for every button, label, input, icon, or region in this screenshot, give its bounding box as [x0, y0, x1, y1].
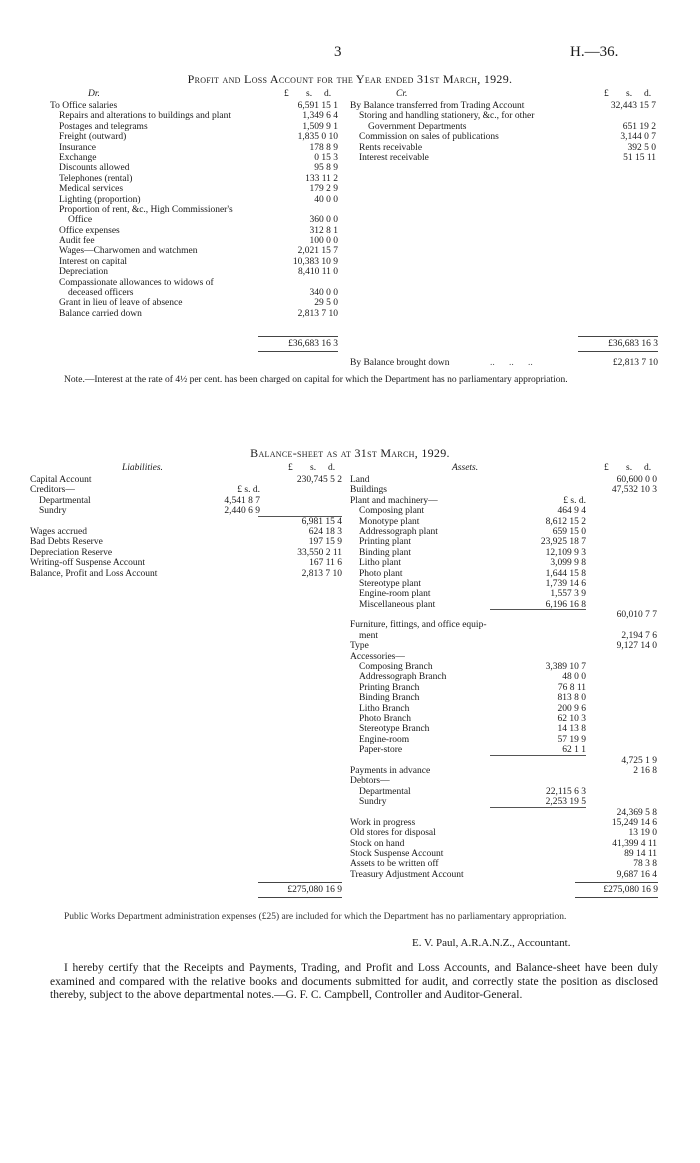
line-amount: 392 5 0: [627, 142, 656, 153]
line-label: Composing plant: [359, 506, 425, 517]
bs-asset-row: [350, 776, 657, 786]
line-label: Medical services: [59, 184, 124, 195]
pl-debit-row: [50, 153, 340, 163]
line-label: Land: [350, 475, 370, 485]
line-amount: 15,249 14 6: [611, 817, 657, 828]
line-amount: 10,383 10 9: [292, 256, 338, 267]
line-amount: 89 14 11: [624, 849, 657, 860]
bs-asset-row: [350, 704, 657, 714]
line-subamount: 6,196 16 8: [545, 599, 586, 610]
line-label: Binding Branch: [359, 693, 420, 704]
line-subamount: £ s. d.: [237, 485, 260, 496]
line-label: Litho plant: [359, 558, 401, 569]
line-subamount: 2,440 6 9: [224, 506, 260, 517]
line-amount: 2,813 7 10: [297, 308, 338, 319]
bs-asset-row: [350, 537, 657, 547]
shillings-head: s.: [626, 463, 633, 473]
pl-debit-row: [50, 184, 340, 194]
line-label: Stereotype Branch: [359, 724, 430, 735]
line-amount: 312 8 1: [309, 225, 338, 236]
pl-credit-list: [350, 101, 657, 163]
line-label: Addressograph plant: [359, 526, 438, 537]
line-label: Interest on capital: [59, 256, 128, 267]
line-amount: 32,443 15 7: [610, 101, 656, 111]
pl-note: Note.—Interest at the rate of 4½ per cent. has been charged on capital for which the Department has no parliamentary appropriation.: [64, 375, 568, 385]
line-label: Addressograph Branch: [359, 672, 447, 683]
pl-debit-row: [50, 122, 340, 132]
line-label: Proportion of rent, &c., High Commissioner's: [59, 204, 233, 215]
bs-assets-label: Assets.: [452, 463, 479, 473]
pl-credit-row: [350, 153, 657, 163]
line-label: Creditors—: [30, 485, 75, 496]
line-subamount: 4,541 8 7: [224, 495, 260, 506]
line-amount: 78 3 8: [633, 859, 657, 870]
line-subamount: 8,612 15 2: [545, 516, 586, 527]
bs-assets-rule-bottom: [575, 897, 658, 898]
line-label: Old stores for disposal: [350, 828, 436, 839]
pounds-head: £: [604, 89, 609, 99]
pl-debit-row: [50, 163, 340, 173]
pl-debit-row: [50, 288, 340, 298]
line-label: Accessories—: [350, 651, 405, 662]
line-label: Audit fee: [59, 236, 95, 247]
line-label: Grant in lieu of leave of absence: [59, 298, 183, 309]
line-amount: 1,349 6 4: [302, 111, 338, 122]
pl-debit-row: [50, 111, 340, 121]
bs-assets-rule: [575, 882, 658, 883]
line-label: To Office salaries: [50, 101, 118, 111]
line-label: ment: [359, 630, 378, 641]
bs-asset-row: [350, 808, 657, 818]
line-amount: 340 0 0: [309, 288, 338, 299]
line-subamount: 48 0 0: [562, 672, 586, 683]
bs-asset-row: [350, 849, 657, 859]
pounds-head: £: [284, 89, 289, 99]
line-amount: 29 5 0: [314, 298, 338, 309]
bs-asset-row: [350, 859, 657, 869]
line-label: Departmental: [39, 495, 91, 506]
line-label: Interest receivable: [359, 152, 429, 163]
line-subamount: £ s. d.: [563, 495, 586, 506]
pence-head: d.: [324, 89, 332, 99]
pence-head: d.: [328, 463, 336, 473]
line-amount: 100 0 0: [309, 236, 338, 247]
line-label: Compassionate allowances to widows of: [59, 277, 214, 288]
line-amount: 9,127 14 0: [616, 641, 657, 652]
bs-assets-list: [350, 475, 657, 880]
pl-debit-row: [50, 257, 340, 267]
line-subamount: 1,739 14 6: [545, 578, 586, 589]
pl-dr-rule-bottom: [258, 351, 338, 352]
line-subamount: 3,099 9 8: [550, 558, 586, 569]
line-subamount: 464 9 4: [557, 506, 586, 517]
line-label: Plant and machinery—: [350, 495, 438, 506]
bs-asset-row: [350, 506, 657, 516]
line-label: Government Departments: [368, 121, 467, 132]
bs-liability-row: [30, 517, 342, 527]
shillings-head: s.: [626, 89, 633, 99]
bs-liability-row: [30, 569, 342, 579]
bs-assets-total: £275,080 16 9: [603, 885, 658, 895]
line-label: Writing-off Suspense Account: [30, 558, 146, 569]
document-ref: H.—36.: [570, 44, 619, 60]
bs-asset-row: [350, 589, 657, 599]
line-subamount: 3,389 10 7: [545, 662, 586, 673]
pl-debit-list: [50, 101, 340, 319]
line-label: Payments in advance: [350, 765, 431, 776]
line-amount: 624 18 3: [308, 526, 342, 537]
line-subamount: 23,925 18 7: [540, 537, 586, 548]
line-label: Office expenses: [59, 225, 120, 236]
shillings-head: s.: [310, 463, 317, 473]
bs-liab-rule: [258, 882, 342, 883]
line-amount: 41,399 4 11: [612, 838, 657, 849]
pl-dr-label: Dr.: [88, 89, 100, 99]
bs-asset-row: [350, 828, 657, 838]
bs-asset-row: [350, 631, 657, 641]
line-label: Exchange: [59, 152, 97, 163]
bs-asset-row: [350, 558, 657, 568]
bs-asset-row: [350, 641, 657, 651]
line-label: Bad Debts Reserve: [30, 537, 103, 548]
bs-asset-row: [350, 548, 657, 558]
line-amount: 60,010 7 7: [616, 610, 657, 621]
line-subamount: 62 10 3: [557, 713, 586, 724]
line-label: Stock on hand: [350, 838, 405, 849]
bs-asset-row: [350, 839, 657, 849]
line-amount: 24,369 5 8: [616, 807, 657, 818]
bs-title: Balance-sheet as at 31st March, 1929.: [250, 446, 450, 460]
line-amount: 8,410 11 0: [297, 267, 338, 278]
line-label: Litho Branch: [359, 703, 410, 714]
pl-credit-row: [350, 101, 657, 111]
line-label: Sundry: [39, 506, 67, 517]
pl-debit-row: [50, 278, 340, 288]
bs-asset-row: [350, 714, 657, 724]
pl-credit-row: [350, 122, 657, 132]
line-label: Work in progress: [350, 817, 416, 828]
line-amount: 3,144 0 7: [620, 132, 656, 143]
pl-debit-row: [50, 132, 340, 142]
pl-debit-row: [50, 215, 340, 225]
bs-asset-row: [350, 693, 657, 703]
line-label: Storing and handling stationery, &c., for other: [359, 111, 535, 122]
pl-brought-down-amount: £2,813 7 10: [612, 358, 658, 368]
pl-title: Profit and Loss Account for the Year ended 31st March, 1929.: [187, 72, 513, 86]
line-label: Stereotype plant: [359, 578, 421, 589]
line-label: Lighting (proportion): [59, 194, 141, 205]
line-label: Depreciation Reserve: [30, 547, 113, 558]
line-label: Freight (outward): [59, 132, 127, 143]
line-label: Binding plant: [359, 547, 411, 558]
line-amount: 1,509 9 1: [302, 121, 338, 132]
line-subamount: 813 8 0: [557, 693, 586, 704]
line-subamount: 22,115 6 3: [545, 786, 586, 797]
line-amount: 651 19 2: [622, 121, 656, 132]
pl-credit-row: [350, 132, 657, 142]
line-label: Wages accrued: [30, 526, 87, 537]
line-label: Engine-room plant: [359, 589, 431, 600]
line-amount: 2,194 7 6: [621, 630, 657, 641]
pl-dr-rule: [258, 336, 338, 337]
line-label: Type: [350, 641, 369, 652]
pence-head: d.: [644, 89, 652, 99]
line-subamount: 1,644 15 8: [545, 568, 586, 579]
line-subamount: 12,109 9 3: [545, 547, 586, 558]
bs-note: Public Works Department administration expenses (£25) are included for which the Department has no parliamentary appropriation.: [64, 912, 567, 922]
line-subamount: 659 15 0: [552, 526, 586, 537]
line-label: Miscellaneous plant: [359, 599, 436, 610]
line-label: Office: [68, 215, 93, 226]
line-label: Monotype plant: [359, 516, 420, 527]
pl-debit-row: [50, 174, 340, 184]
bs-asset-row: [350, 735, 657, 745]
line-label: Sundry: [359, 797, 387, 808]
line-label: Composing Branch: [359, 662, 433, 673]
pounds-head: £: [288, 463, 293, 473]
line-amount: 2,813 7 10: [301, 568, 342, 579]
line-label: Depreciation: [59, 267, 109, 278]
line-label: Repairs and alterations to buildings and plant: [59, 111, 232, 122]
line-subamount: 14 13 8: [557, 724, 586, 735]
line-amount: 6,591 15 1: [297, 101, 338, 111]
bs-liability-row: [30, 537, 342, 547]
pl-debit-row: [50, 205, 340, 215]
pl-cr-label: Cr.: [396, 89, 408, 99]
bs-asset-row: [350, 496, 657, 506]
bs-liability-row: [30, 558, 342, 568]
line-label: deceased officers: [68, 288, 134, 299]
line-amount: 2 16 8: [633, 765, 657, 776]
line-label: Commission on sales of publications: [359, 132, 499, 143]
bs-liability-row: [30, 548, 342, 558]
pl-cr-total: £36,683 16 3: [608, 339, 658, 349]
bs-liability-row: [30, 527, 342, 537]
pl-debit-row: [50, 309, 340, 319]
line-amount: 33,550 2 11: [297, 547, 342, 558]
line-amount: 360 0 0: [309, 215, 338, 226]
bs-asset-row: [350, 672, 657, 682]
pl-brought-down-label: By Balance brought down .. .. ..: [350, 358, 533, 368]
bs-liabilities-list: [30, 475, 342, 579]
bs-asset-row: [350, 517, 657, 527]
line-amount: 0 15 3: [314, 152, 338, 163]
line-label: Engine-room: [359, 734, 410, 745]
pl-credit-row: [350, 143, 657, 153]
line-label: Discounts allowed: [59, 163, 130, 174]
bs-asset-row: [350, 787, 657, 797]
bs-asset-row: [350, 662, 657, 672]
pounds-head: £: [604, 463, 609, 473]
line-subamount: 57 19 9: [557, 734, 586, 745]
line-subamount: 76 8 11: [557, 682, 586, 693]
bs-asset-row: [350, 579, 657, 589]
bs-asset-row: [350, 818, 657, 828]
line-label: Balance, Profit and Loss Account: [30, 568, 158, 579]
line-amount: 95 8 9: [314, 163, 338, 174]
bs-liabilities-total: £275,080 16 9: [287, 885, 342, 895]
line-label: Buildings: [350, 485, 387, 496]
line-subamount: 2,253 19 5: [545, 797, 586, 808]
pl-debit-row: [50, 101, 340, 111]
line-amount: 2,021 15 7: [297, 246, 338, 257]
bs-liab-rule-bottom: [258, 897, 342, 898]
line-amount: 60,600 0 0: [616, 475, 657, 485]
line-label: Assets to be written off: [350, 859, 439, 870]
line-amount: 9,687 16 4: [616, 869, 657, 880]
pl-cr-rule: [578, 336, 658, 337]
bs-asset-row: [350, 652, 657, 662]
line-label: Stock Suspense Account: [350, 849, 444, 860]
bs-asset-row: [350, 766, 657, 776]
line-subamount: 1,557 3 9: [550, 589, 586, 600]
pl-debit-row: [50, 195, 340, 205]
line-amount: 178 8 9: [309, 142, 338, 153]
pl-debit-row: [50, 298, 340, 308]
line-label: Rents receivable: [359, 142, 423, 153]
pl-debit-row: [50, 246, 340, 256]
pl-cr-rule-bottom: [578, 351, 658, 352]
pl-debit-row: [50, 226, 340, 236]
line-label: Insurance: [59, 142, 96, 153]
line-label: By Balance transferred from Trading Account: [350, 101, 525, 111]
pl-credit-row: [350, 111, 657, 121]
bs-liabilities-label: Liabilities.: [122, 463, 163, 473]
bs-asset-row: [350, 475, 657, 485]
auditor-certificate: I hereby certify that the Receipts and Payments, Trading, and Profit and Loss Accounts, and Balance-sheet have been duly examined and compared with the relative books and documents submitted for audit, and correctly state the position as disclosed thereby, subject to the above departmental notes.—G. F. C. Campbell, Controller and Auditor-General.: [50, 962, 658, 1001]
line-label: Debtors—: [350, 776, 390, 787]
line-label: Printing plant: [359, 537, 411, 548]
bs-asset-row: [350, 756, 657, 766]
bs-asset-row: [350, 870, 657, 880]
line-label: Postages and telegrams: [59, 121, 148, 132]
line-label: Departmental: [359, 786, 411, 797]
bs-liability-row: [30, 496, 342, 506]
line-amount: 179 2 9: [309, 184, 338, 195]
line-amount: 1,835 0 10: [297, 132, 338, 143]
page-number: 3: [334, 44, 342, 60]
bs-liability-row: [30, 485, 342, 495]
line-label: Capital Account: [30, 475, 92, 485]
line-amount: 4,725 1 9: [621, 755, 657, 766]
bs-asset-row: [350, 610, 657, 620]
line-amount: 51 15 11: [623, 152, 656, 163]
line-label: Printing Branch: [359, 682, 420, 693]
accountant-signature: E. V. Paul, A.R.A.N.Z., Accountant.: [412, 937, 571, 949]
line-label: Furniture, fittings, and office equip-: [350, 620, 487, 631]
line-label: Telephones (rental): [59, 173, 133, 184]
bs-asset-row: [350, 724, 657, 734]
line-amount: 6,981 15 4: [301, 516, 342, 527]
pence-head: d.: [644, 463, 652, 473]
line-label: Photo Branch: [359, 713, 411, 724]
pl-debit-row: [50, 236, 340, 246]
shillings-head: s.: [306, 89, 313, 99]
line-label: Photo plant: [359, 568, 403, 579]
line-amount: 167 11 6: [309, 558, 342, 569]
line-amount: 133 11 2: [305, 173, 338, 184]
line-subamount: 200 9 6: [557, 703, 586, 714]
pl-debit-row: [50, 143, 340, 153]
bs-asset-row: [350, 569, 657, 579]
bs-asset-row: [350, 485, 657, 495]
line-label: Balance carried down: [59, 308, 142, 319]
pl-dr-total: £36,683 16 3: [288, 339, 338, 349]
line-amount: 197 15 9: [308, 537, 342, 548]
line-label: Wages—Charwomen and watchmen: [59, 246, 198, 257]
line-amount: 47,532 10 3: [611, 485, 657, 496]
pl-debit-row: [50, 267, 340, 277]
bs-asset-row: [350, 620, 657, 630]
line-amount: 13 19 0: [628, 828, 657, 839]
line-label: Treasury Adjustment Account: [350, 869, 464, 880]
pl-brought-down-text: By Balance brought down: [350, 358, 450, 368]
bs-asset-row: [350, 683, 657, 693]
line-subamount: 62 1 1: [562, 745, 586, 756]
line-amount: 40 0 0: [314, 194, 338, 205]
bs-liability-row: [30, 475, 342, 485]
bs-asset-row: [350, 527, 657, 537]
line-amount: 230,745 5 2: [296, 475, 342, 485]
line-label: Paper-store: [359, 745, 403, 756]
